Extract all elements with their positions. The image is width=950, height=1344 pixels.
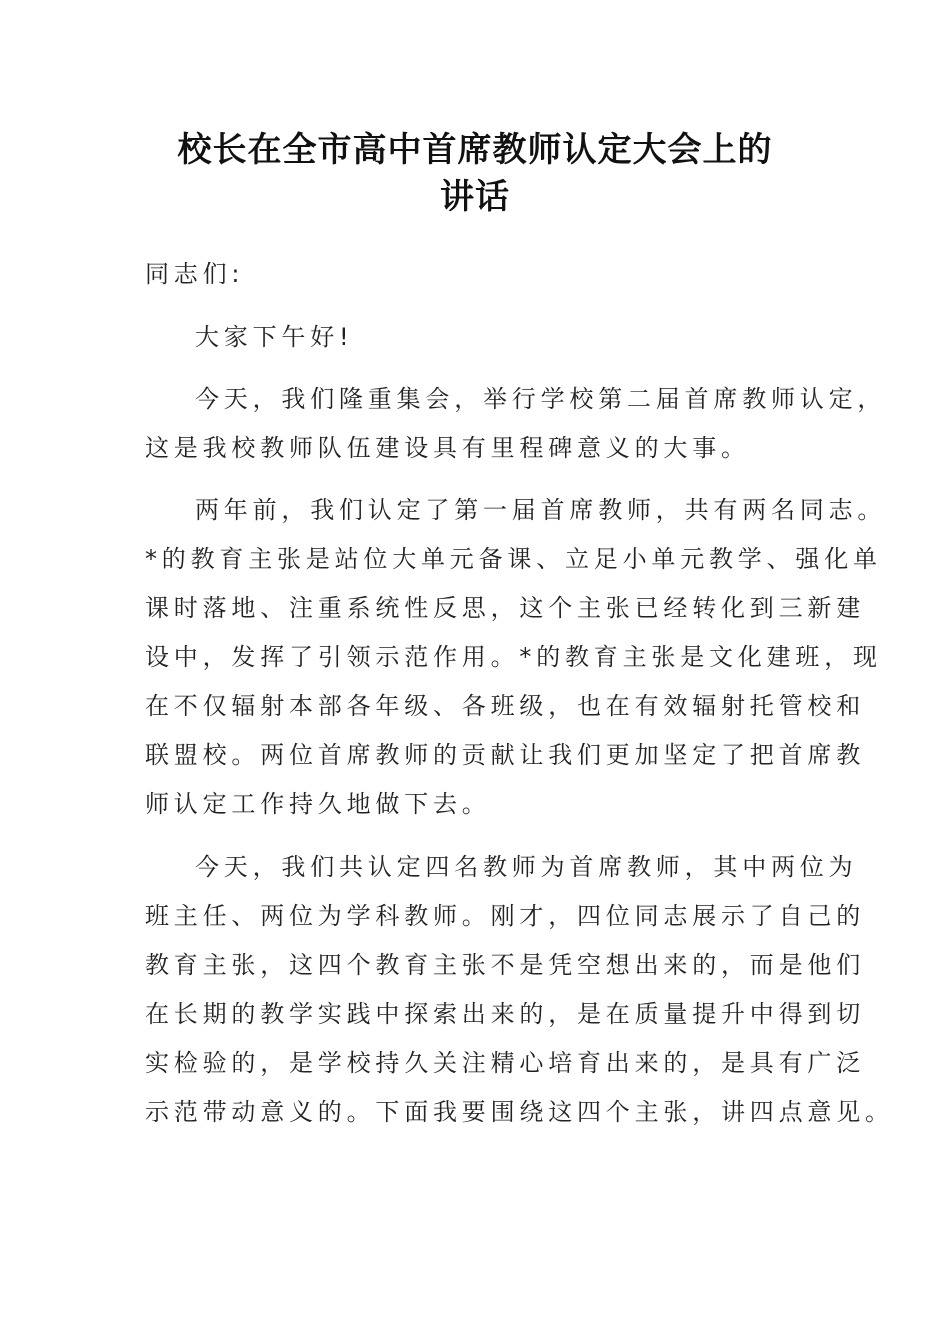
- paragraph-line: 示范带动意义的。下面我要围绕这四个主张，讲四点意见。: [145, 1098, 894, 1126]
- paragraph-line: 班主任、两位为学科教师。刚才，四位同志展示了自己的: [145, 902, 865, 930]
- greeting-text: 大家下午好!: [195, 323, 354, 351]
- paragraph-line: *的教育主张是站位大单元备课、立足小单元教学、强化单: [145, 545, 882, 573]
- paragraph-1: [145, 375, 887, 473]
- paragraph-line: 在不仅辐射本部各年级、各班级，也在有效辐射托管校和: [145, 692, 865, 720]
- paragraph-line: 今天，我们共认定四名教师为首席教师，其中两位为: [195, 853, 858, 881]
- document-title-line-2: 讲话: [440, 177, 510, 217]
- salutation: [145, 250, 815, 299]
- paragraph-line: 师认定工作持久地做下去。: [145, 790, 491, 818]
- greeting: [145, 313, 815, 362]
- paragraph-3: [145, 843, 894, 1137]
- paragraph-line: 教育主张，这四个教育主张不是凭空想出来的，而是他们: [145, 951, 865, 979]
- paragraph-2: [145, 486, 887, 829]
- paragraph-line: 在长期的教学实践中探索出来的，是在质量提升中得到切: [145, 1000, 865, 1028]
- paragraph-line: 联盟校。两位首席教师的贡献让我们更加坚定了把首席教: [145, 741, 865, 769]
- paragraph-line: 实检验的，是学校持久关注精心培育出来的，是具有广泛: [145, 1049, 865, 1077]
- paragraph-line: 两年前，我们认定了第一届首席教师，共有两名同志。: [195, 496, 887, 524]
- salutation-text: 同志们:: [145, 260, 245, 288]
- paragraph-line: 这是我校教师队伍建设具有里程碑意义的大事。: [145, 434, 750, 462]
- document-title-line-1: 校长在全市高中首席教师认定大会上的: [177, 130, 773, 170]
- paragraph-line: 课时落地、注重系统性反思，这个主张已经转化到三新建: [145, 594, 865, 622]
- paragraph-line: 今天，我们隆重集会，举行学校第二届首席教师认定，: [195, 385, 887, 413]
- paragraph-line: 设中，发挥了引领示范作用。*的教育主张是文化建班，现: [145, 643, 882, 671]
